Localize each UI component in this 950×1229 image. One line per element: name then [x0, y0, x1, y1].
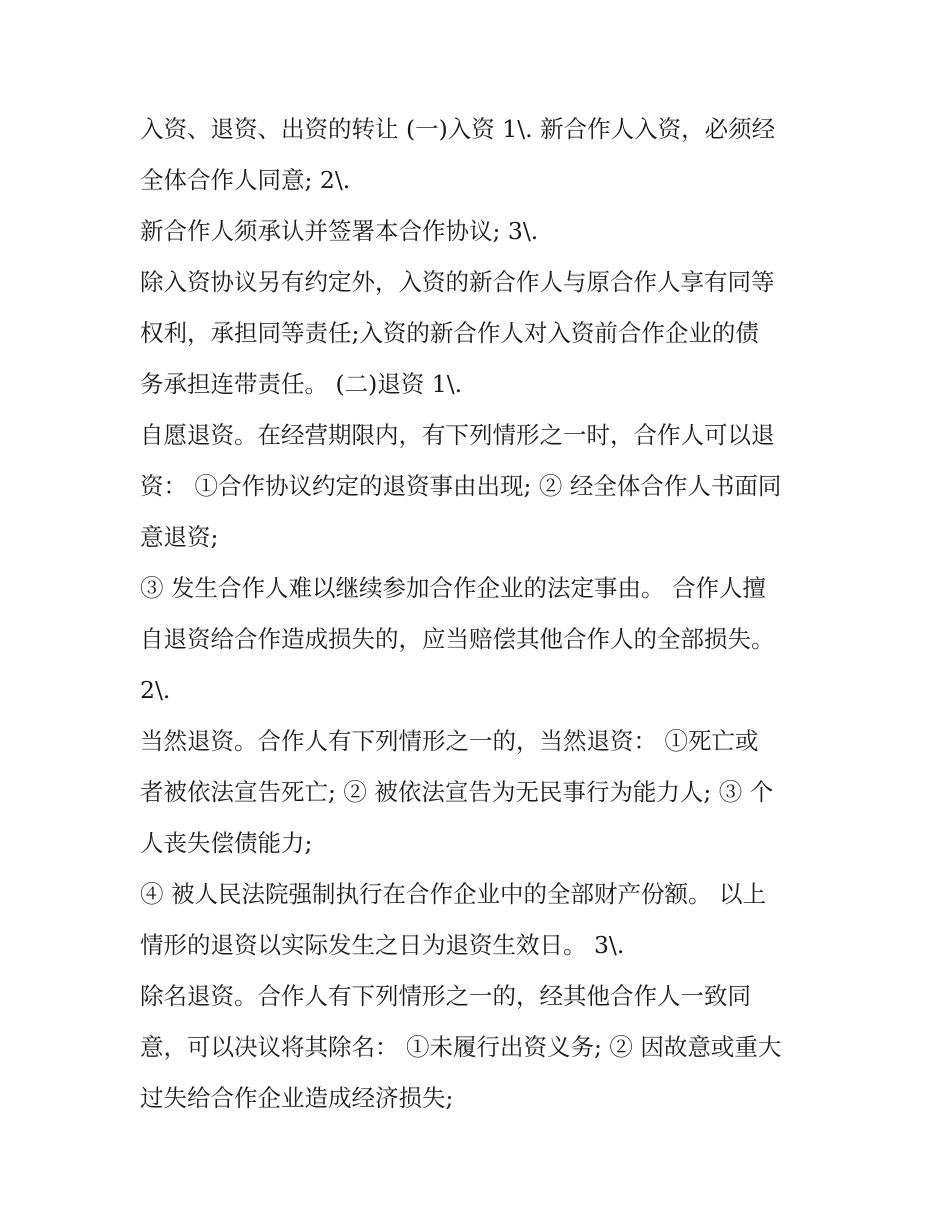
- text-line: 当然退资。合作人有下列情形之一的，当然退资： ①死亡或: [140, 727, 759, 755]
- text-line: 意，可以决议将其除名： ①未履行出资义务; ② 因故意或重大: [140, 1033, 782, 1061]
- text-line: 自退资给合作造成损失的，应当赔偿其他合作人的全部损失。: [140, 625, 775, 653]
- paragraph-4: [140, 410, 820, 563]
- text-line: 自愿退资。在经营期限内，有下列情形之一时，合作人可以退: [140, 421, 775, 449]
- paragraph-1: [140, 104, 820, 206]
- paragraph-3: [140, 257, 820, 410]
- text-line: 2\.: [140, 676, 171, 704]
- text-line: 入资、退资、出资的转让 (一)入资 1\. 新合作人入资，必须经: [140, 115, 776, 143]
- text-line: 新合作人须承认并签署本合作协议; 3\.: [140, 217, 539, 245]
- text-line: 除入资协议另有约定外，入资的新合作人与原合作人享有同等: [140, 268, 775, 296]
- text-line: 者被依法宣告死亡; ② 被依法宣告为无民事行为能力人; ③ 个: [140, 778, 774, 806]
- text-line: ③ 发生合作人难以继续参加合作企业的法定事由。 合作人擅: [140, 574, 766, 602]
- text-line: 情形的退资以实际发生之日为退资生效日。 3\.: [140, 931, 625, 959]
- paragraph-5: [140, 563, 820, 716]
- paragraph-6: [140, 716, 820, 869]
- text-line: 除名退资。合作人有下列情形之一的，经其他合作人一致同: [140, 982, 751, 1010]
- text-line: 人丧失偿债能力;: [140, 829, 313, 857]
- paragraph-7: [140, 869, 820, 971]
- text-line: ④ 被人民法院强制执行在合作企业中的全部财产份额。 以上: [140, 880, 766, 908]
- paragraph-8: [140, 971, 820, 1124]
- text-line: 权利，承担同等责任;入资的新合作人对入资前合作企业的债: [140, 319, 759, 347]
- text-line: 务承担连带责任。 (二)退资 1\.: [140, 370, 463, 398]
- text-line: 资： ①合作协议约定的退资事由出现; ② 经全体合作人书面同: [140, 472, 782, 500]
- document-body: [140, 104, 820, 1124]
- paragraph-2: [140, 206, 820, 257]
- text-line: 意退资;: [140, 523, 219, 551]
- text-line: 过失给合作企业造成经济损失;: [140, 1084, 454, 1112]
- text-line: 全体合作人同意; 2\.: [140, 166, 351, 194]
